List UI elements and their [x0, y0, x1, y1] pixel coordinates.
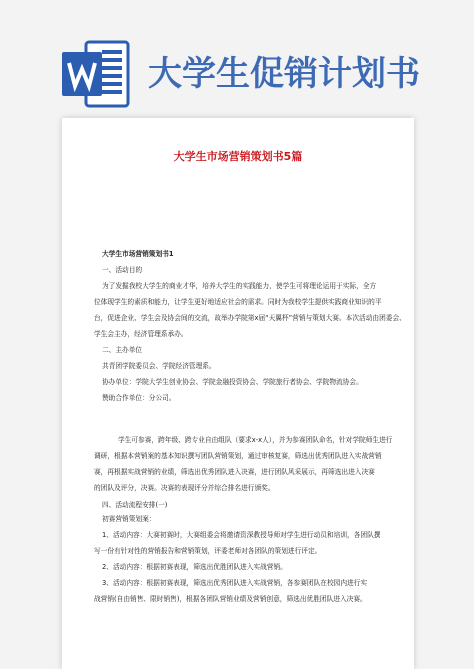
- section-heading: 二、主办单位: [102, 346, 143, 354]
- word-document-icon: [60, 40, 130, 108]
- document-subtitle: 大学生市场营销策划书1: [102, 250, 174, 258]
- document-title: 大学生市场营销策划书5篇: [173, 150, 303, 163]
- paragraph-line: 调研，根据本营销案的基本知识撰写团队营销策划，通过审核复赛，筛选出优秀团队进入实战营销: [94, 452, 382, 460]
- paragraph-line: 的团队及评分，决赛。决赛的表现评分并综合排名进行颁奖。: [94, 484, 275, 492]
- paragraph-line: 为了发掘我校大学生的商业才华，培养大学生的实践能力，使学生可将理论运用于实际，全方: [102, 282, 377, 290]
- document-page: [62, 118, 414, 669]
- paragraph-line: 学生会主办，经济管理系承办。: [94, 330, 188, 338]
- app-title: 大学生促销计划书: [148, 54, 420, 94]
- paragraph-line: 赛，再根据实战营销的业绩，筛选出优秀团队进入决赛，进行团队风采展示，再筛选出进入决赛: [94, 468, 375, 476]
- section-heading: 四、活动流程安排(一): [102, 501, 168, 509]
- paragraph-line: 2、活动内容：根据初赛表现，筛选出优胜团队进入实战营销。: [102, 563, 287, 571]
- paragraph-line: 3、活动内容：根据初赛表现，筛选出优秀团队进入实战营销，各参赛团队在校园内进行实: [102, 579, 368, 587]
- section-subheading: 初赛营销策划案：: [102, 515, 156, 523]
- paragraph-line: 台，促进企业、学生会及协会间的交流，故举办学院第x届“天翼杯”营销与策划大赛。本次活动由团委会、: [94, 314, 406, 322]
- paragraph-line: 共青团学院委员会、学院经济管理系。: [102, 362, 216, 370]
- paragraph-line: 位体现学生的素质和能力，让学生更好地适应社会的需求。同时为我校学生提供实践商业知识的平: [94, 298, 382, 306]
- paragraph-line: 学生可参赛，跨年级、跨专业自由组队（要求x-x人），并为参赛团队命名，针对学院师生进行: [118, 436, 393, 444]
- paragraph-line: 协办单位：学院大学生创业协会、学院金融投资协会、学院旅行者协会、学院物流协会。: [102, 378, 363, 386]
- paragraph-line: 战营销(自由销售、限时销售)，根据各团队营销业绩及营销创意，筛选出优胜团队进入决赛。: [94, 595, 367, 603]
- paragraph-line: 1、活动内容：大赛初赛时，大赛组委会将邀请资深教授导师对学生进行动员和培训，各团队撰: [102, 531, 381, 539]
- section-heading: 一、活动目的: [102, 266, 143, 274]
- paragraph-line: 写一份有针对性的营销报告和营销策划，评委老师对各团队的策划进行评定。: [94, 547, 322, 555]
- paragraph-line: 赞助合作单位：分公司。: [102, 394, 176, 402]
